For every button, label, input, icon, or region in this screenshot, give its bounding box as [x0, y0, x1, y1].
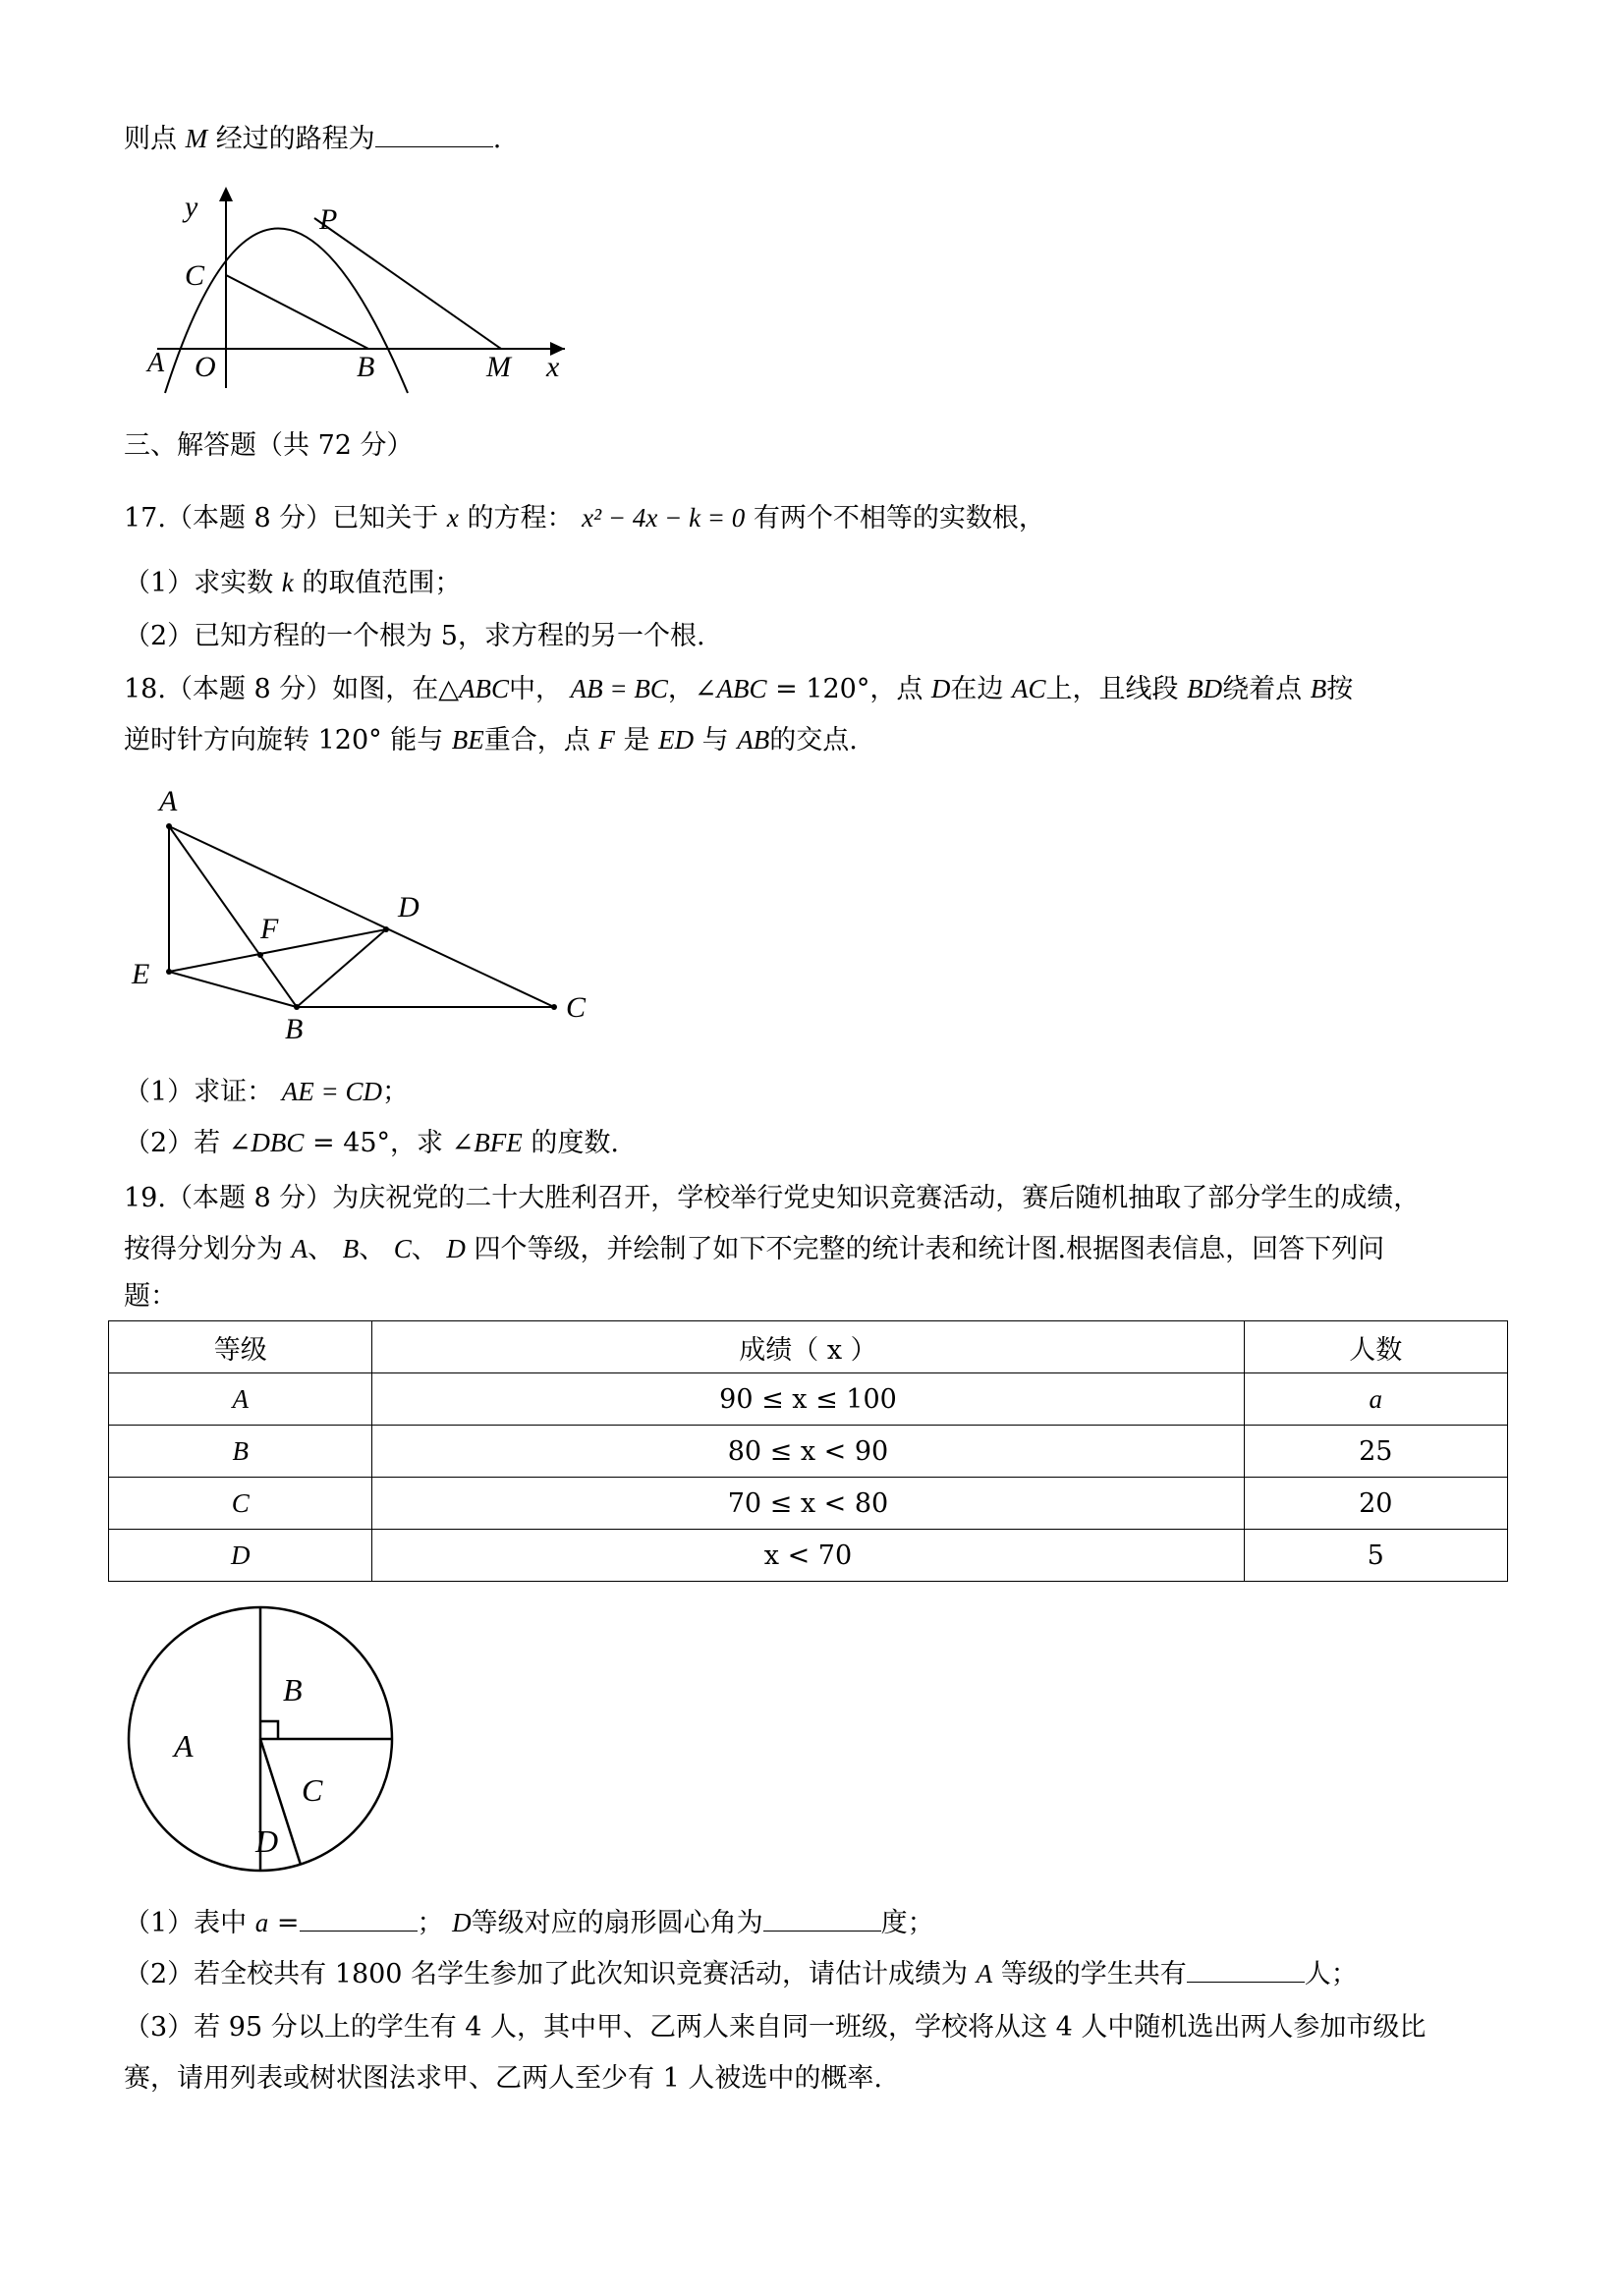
section-title: 三、解答题（共 72 分）: [124, 430, 414, 461]
header-grade: 等级: [109, 1321, 372, 1373]
label-y: y: [185, 191, 198, 223]
table-cell: 20: [1244, 1478, 1508, 1530]
table-cell: 5: [1244, 1530, 1508, 1582]
table-cell: B: [109, 1426, 372, 1478]
q19-part2: （2）若全校共有 1800 名学生参加了此次知识竞赛活动，请估计成绩为 A 等级的学生共有 人；: [124, 1959, 1358, 1989]
table-cell: 25: [1244, 1426, 1508, 1478]
label-D: D: [398, 891, 420, 924]
figure-parabola: [147, 182, 580, 398]
label-B: B: [357, 351, 375, 383]
label-B: B: [285, 1013, 304, 1045]
label-A: A: [159, 785, 178, 817]
table-cell: a: [1244, 1373, 1508, 1426]
pie-label-B: B: [283, 1672, 303, 1708]
figure-triangle: [128, 781, 599, 1046]
label-P: P: [319, 203, 338, 236]
table-row: [109, 1426, 1508, 1478]
q18-stem-line2: 逆时针方向旋转 120° 能与 BE重合，点 F 是 ED 与 AB的交点.: [124, 725, 858, 756]
q19-part3-line2: 赛，请用列表或树状图法求甲、乙两人至少有 1 人被选中的概率.: [124, 2063, 882, 2094]
table-cell: D: [109, 1530, 372, 1582]
pie-label-A: A: [174, 1728, 194, 1764]
q18-part1: （1）求证： AE = CD；: [124, 1077, 409, 1107]
label-A: A: [147, 348, 165, 378]
header-score: 成绩（ x ）: [372, 1321, 1244, 1373]
q19-part1: （1）表中 a = ； D等级对应的扇形圆心角为 度；: [124, 1908, 934, 1938]
q17-part1: （1）求实数 k 的取值范围；: [124, 568, 462, 598]
q17-stem: 17.（本题 8 分）已知关于 x 的方程： x² − 4x − k = 0 有两个不相等的实数根，: [124, 503, 1045, 533]
header-count: 人数: [1244, 1321, 1508, 1373]
table-cell: C: [109, 1478, 372, 1530]
table-row: [109, 1530, 1508, 1582]
table-cell: A: [109, 1373, 372, 1426]
answer-blank: [1187, 1962, 1305, 1983]
table-cell: 80 ≤ x < 90: [372, 1426, 1244, 1478]
q18-part2: （2）若 ∠DBC = 45°，求 ∠BFE 的度数.: [124, 1128, 619, 1158]
answer-blank: [375, 127, 493, 147]
label-x: x: [546, 351, 560, 383]
q17-equation: x² − 4x − k = 0: [582, 503, 746, 532]
label-C: C: [185, 259, 205, 292]
q16-tail-line: 则点 M 经过的路程为 .: [124, 124, 502, 154]
answer-blank: [763, 1911, 881, 1932]
table-cell: x < 70: [372, 1530, 1244, 1582]
table-row: [109, 1373, 1508, 1426]
table-cell: 90 ≤ x ≤ 100: [372, 1373, 1244, 1426]
q18-stem-line1: 18.（本题 8 分）如图，在△ABC中， AB = BC，∠ABC = 120°，点 D在边 AC上，且线段 BD绕着点 B按: [124, 674, 1354, 704]
q19-stem-line1: 19.（本题 8 分）为庆祝党的二十大胜利召开，学校举行党史知识竞赛活动，赛后随机抽取了部分学生的成绩，: [124, 1183, 1421, 1213]
table-cell: 70 ≤ x < 80: [372, 1478, 1244, 1530]
pie-label-C: C: [302, 1772, 323, 1808]
answer-blank: [300, 1911, 418, 1932]
label-C: C: [566, 991, 587, 1024]
q17-part2: （2）已知方程的一个根为 5，求方程的另一个根.: [124, 621, 705, 651]
pie-chart: [123, 1599, 403, 1879]
q19-stem-line2: 按得分划分为 A、 B、 C、 D 四个等级，并绘制了如下不完整的统计表和统计图.根据图表信息，回答下列问: [124, 1234, 1385, 1264]
label-M: M: [486, 351, 511, 383]
grade-table: [108, 1320, 1508, 1582]
q19-stem-line3: 题：: [124, 1281, 177, 1312]
table-row: [109, 1478, 1508, 1530]
q19-part3-line1: （3）若 95 分以上的学生有 4 人，其中甲、乙两人来自同一班级，学校将从这 4 人中随机选出两人参加市级比: [124, 2012, 1427, 2043]
table-header-row: [109, 1321, 1508, 1373]
label-E: E: [132, 958, 150, 990]
label-F: F: [260, 913, 279, 945]
pie-label-D: D: [255, 1823, 279, 1859]
label-O: O: [195, 351, 216, 383]
